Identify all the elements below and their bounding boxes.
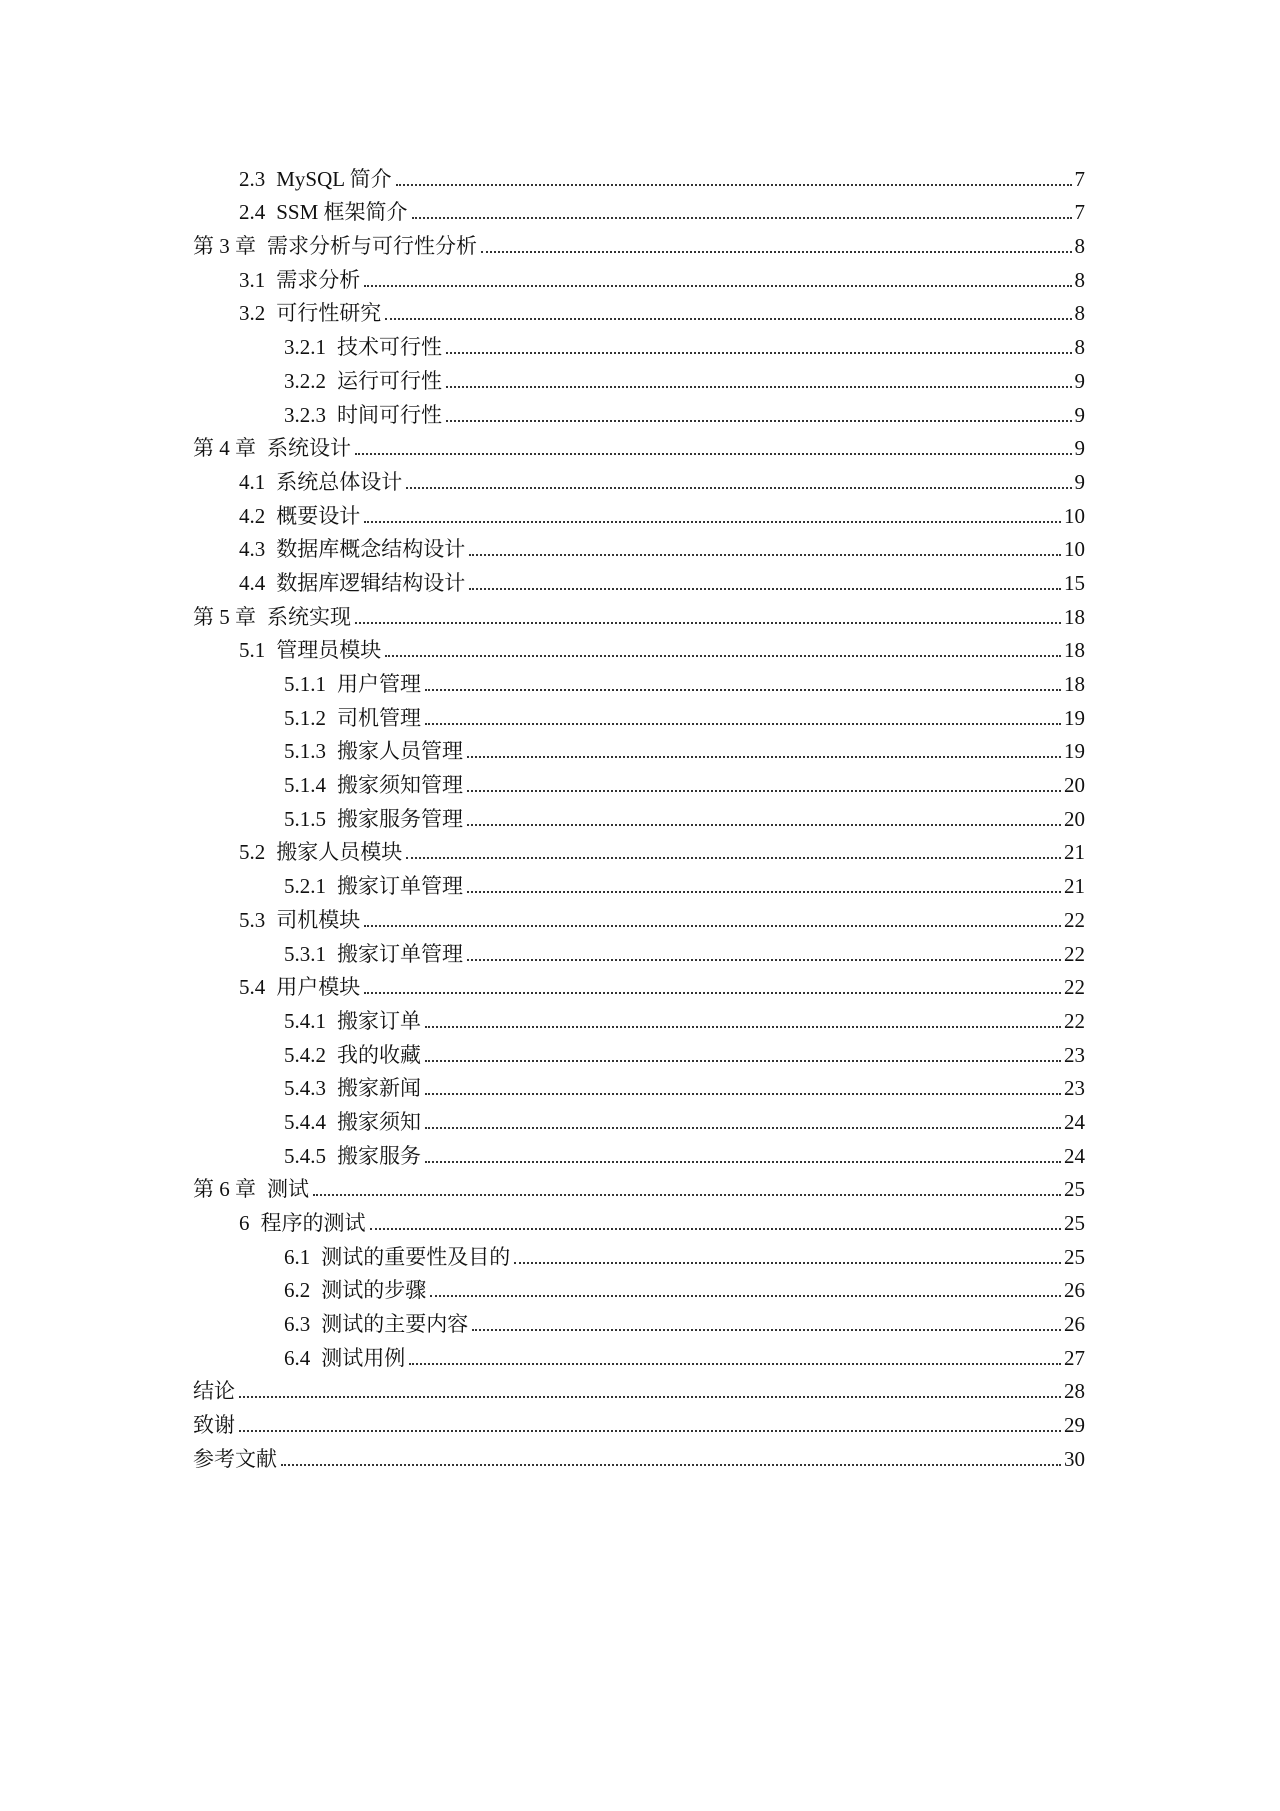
toc-entry-label: [239, 503, 362, 528]
dot-leader: [406, 857, 1061, 859]
dot-leader: [467, 959, 1061, 961]
toc-entry-label: [284, 1280, 428, 1301]
toc-entry-number: 5.1: [239, 638, 266, 663]
dot-leader: [467, 824, 1061, 826]
toc-entry-label: [284, 775, 465, 796]
toc-entry[interactable]: [0, 156, 1085, 190]
dot-leader: [481, 251, 1072, 253]
toc-entry[interactable]: [0, 796, 1085, 830]
dot-leader: [313, 1194, 1061, 1196]
toc-entry[interactable]: [0, 729, 1085, 763]
toc-entry-title: 管理员模块: [276, 638, 382, 663]
toc-entry-number: 5.4.3: [284, 1076, 326, 1101]
toc-entry[interactable]: [0, 1436, 1085, 1470]
dot-leader: [425, 1093, 1061, 1095]
toc-entry-page-number: 10: [1064, 503, 1085, 528]
toc-entry-label: [239, 640, 383, 661]
toc-entry[interactable]: [0, 1167, 1085, 1201]
toc-entry-label: [239, 469, 404, 494]
toc-entry[interactable]: [0, 931, 1085, 965]
toc-entry-page-number: 24: [1064, 1143, 1085, 1168]
dot-leader: [239, 1430, 1061, 1432]
toc-entry-page-number: 20: [1064, 806, 1085, 831]
toc-entry-label: [239, 202, 410, 223]
dot-leader: [412, 217, 1072, 219]
toc-entry-label: [239, 166, 394, 191]
toc-entry-number: 4.1: [239, 469, 266, 494]
toc-entry-page-number: 18: [1064, 604, 1085, 629]
toc-entry-title: 需求分析与可行性分析: [267, 234, 477, 259]
toc-entry-label: [284, 705, 423, 730]
toc-entry-label: [284, 1143, 423, 1168]
toc-entry-page-number: 9: [1074, 469, 1085, 494]
toc-entry-number: 5.2.1: [284, 874, 326, 899]
dot-leader: [425, 1127, 1061, 1129]
toc-entry-number: 5.4: [239, 975, 266, 1000]
dot-leader: [385, 318, 1071, 320]
toc-entry[interactable]: [0, 1099, 1085, 1133]
toc-entry-number: 5.4.1: [284, 1008, 326, 1033]
toc-entry-page-number: 26: [1064, 1312, 1085, 1337]
toc-entry-page-number: 25: [1064, 1211, 1085, 1235]
toc-entry-title: 概要设计: [276, 503, 361, 528]
toc-entry-number: 第 5 章: [193, 604, 256, 629]
toc-entry[interactable]: [0, 1032, 1085, 1066]
toc-entry-label: [284, 806, 465, 831]
toc-entry-number: 3.2.3: [284, 402, 326, 427]
toc-entry-page-number: 10: [1064, 537, 1085, 562]
toc-entry-title: 结论: [193, 1379, 235, 1404]
toc-entry[interactable]: [0, 426, 1085, 460]
dot-leader: [514, 1262, 1061, 1264]
toc-entry-label: [239, 977, 362, 998]
toc-entry[interactable]: [0, 1402, 1085, 1436]
toc-entry[interactable]: [0, 1200, 1085, 1234]
toc-entry-label: [193, 236, 479, 257]
toc-entry-page-number: 22: [1064, 1008, 1085, 1033]
toc-entry-title: 系统实现: [267, 604, 351, 629]
toc-entry-number: 4.2: [239, 503, 266, 528]
dot-leader: [467, 756, 1061, 758]
toc-entry-label: [239, 842, 404, 863]
dot-leader: [370, 1228, 1062, 1230]
dot-leader: [446, 352, 1072, 354]
toc-entry-page-number: 9: [1074, 436, 1085, 461]
toc-entry[interactable]: [0, 560, 1085, 594]
dot-leader: [364, 925, 1061, 927]
dot-leader: [446, 420, 1072, 422]
toc-entry-page-number: 7: [1074, 200, 1085, 225]
toc-entry-page-number: 23: [1064, 1042, 1085, 1067]
toc-entry-label: [284, 1345, 407, 1370]
dot-leader: [364, 992, 1061, 994]
dot-leader: [364, 285, 1071, 287]
toc-entry[interactable]: [0, 527, 1085, 561]
dot-leader: [425, 689, 1061, 691]
toc-entry-label: [284, 402, 444, 427]
toc-entry-label: [284, 741, 465, 762]
toc-entry[interactable]: [0, 1369, 1085, 1403]
toc-entry-label: [193, 438, 353, 459]
toc-entry[interactable]: [0, 830, 1085, 864]
toc-entry-label: [239, 570, 467, 595]
toc-entry-label: [284, 876, 465, 897]
toc-entry-page-number: 7: [1074, 166, 1085, 191]
toc-entry-number: 5.1.1: [284, 672, 326, 696]
toc-entry[interactable]: [0, 762, 1085, 796]
toc-entry-title: 搬家服务管理: [337, 806, 463, 831]
toc-entry[interactable]: [0, 257, 1085, 291]
toc-entry[interactable]: [0, 223, 1085, 257]
toc-entry-title: 测试的主要内容: [321, 1312, 469, 1337]
toc-entry[interactable]: [0, 628, 1085, 662]
toc-entry-number: 6.3: [284, 1312, 311, 1337]
toc-entry-page-number: 21: [1064, 874, 1085, 899]
toc-entry-page-number: 19: [1064, 739, 1085, 764]
toc-entry-title: 系统设计: [267, 436, 351, 461]
dot-leader: [467, 790, 1061, 792]
toc-entry-title: 技术可行性: [337, 335, 442, 360]
toc-entry[interactable]: [0, 190, 1085, 224]
toc-entry-label: [239, 267, 362, 292]
toc-entry-number: 5.4.5: [284, 1143, 326, 1168]
toc-entry-title: 参考文献: [193, 1446, 277, 1471]
toc-entry-title: 搬家人员模块: [276, 840, 403, 865]
toc-entry-number: 5.4.2: [284, 1042, 326, 1067]
dot-leader: [406, 487, 1071, 489]
dot-leader: [281, 1464, 1061, 1466]
toc-entry-number: 5.2: [239, 840, 266, 865]
toc-entry[interactable]: [0, 1133, 1085, 1167]
toc-entry-label: [284, 368, 444, 393]
toc-entry-title: 时间可行性: [337, 402, 442, 427]
toc-entry-number: 4.3: [239, 537, 266, 562]
dot-leader: [396, 184, 1072, 186]
dot-leader: [472, 1329, 1061, 1331]
toc-entry[interactable]: [0, 897, 1085, 931]
toc-entry-label: [193, 604, 353, 629]
toc-entry-number: 5.1.4: [284, 773, 326, 798]
toc-entry-title: 数据库概念结构设计: [276, 537, 466, 562]
toc-entry-page-number: 8: [1074, 234, 1085, 259]
toc-entry-label: [193, 1179, 311, 1200]
dot-leader: [467, 891, 1061, 893]
toc-entry[interactable]: [0, 1268, 1085, 1302]
dot-leader: [430, 1295, 1061, 1297]
toc-entry-title: 可行性研究: [276, 301, 382, 326]
toc-entry[interactable]: [0, 1234, 1085, 1268]
toc-entry-page-number: 25: [1064, 1244, 1085, 1269]
dot-leader: [355, 622, 1061, 624]
toc-entry-page-number: 19: [1064, 705, 1085, 730]
toc-entry[interactable]: [0, 965, 1085, 999]
dot-leader: [425, 1060, 1061, 1062]
toc-entry-title: 系统总体设计: [276, 469, 403, 494]
toc-entry-page-number: 8: [1074, 267, 1085, 292]
toc-entry-page-number: 30: [1064, 1446, 1085, 1471]
toc-entry[interactable]: [0, 493, 1085, 527]
dot-leader: [425, 1026, 1061, 1028]
toc-entry[interactable]: [0, 358, 1085, 392]
toc-entry-label: [284, 674, 423, 695]
toc-entry-title: 搬家新闻: [337, 1076, 421, 1101]
toc-entry-page-number: 27: [1064, 1345, 1085, 1370]
toc-entry-label: [284, 1008, 423, 1033]
dot-leader: [364, 521, 1061, 523]
toc-entry[interactable]: [0, 392, 1085, 426]
toc-entry-page-number: 15: [1064, 570, 1085, 595]
toc-entry-title: 运行可行性: [337, 368, 442, 393]
toc-entry[interactable]: [0, 594, 1085, 628]
dot-leader: [469, 554, 1061, 556]
toc-entry-title: 致谢: [193, 1413, 235, 1438]
dot-leader: [425, 723, 1061, 725]
dot-leader: [446, 386, 1072, 388]
toc-entry-label: [193, 1446, 279, 1471]
toc-entry-label: [239, 539, 467, 560]
table-of-contents: [0, 156, 1280, 1470]
toc-entry[interactable]: [0, 1066, 1085, 1100]
toc-entry-number: 3.2.2: [284, 368, 326, 393]
toc-entry-number: 5.1.2: [284, 705, 326, 730]
toc-entry-page-number: 21: [1064, 840, 1085, 865]
toc-entry-title: 程序的测试: [260, 1211, 366, 1235]
toc-entry[interactable]: [0, 695, 1085, 729]
toc-entry-page-number: 18: [1064, 638, 1085, 663]
toc-entry-label: [284, 1244, 512, 1269]
toc-entry-title: 搬家须知: [337, 1109, 421, 1134]
toc-entry-page-number: 18: [1064, 672, 1085, 696]
toc-entry-number: 6.4: [284, 1345, 311, 1370]
toc-entry-number: 第 3 章: [193, 234, 256, 259]
toc-entry-page-number: 8: [1074, 301, 1085, 326]
toc-entry[interactable]: [0, 998, 1085, 1032]
toc-entry-label: [239, 907, 362, 932]
toc-entry[interactable]: [0, 1335, 1085, 1369]
toc-entry-page-number: 22: [1064, 907, 1085, 932]
toc-entry-number: 5.3.1: [284, 941, 326, 966]
toc-entry-title: MySQL 简介: [276, 166, 392, 191]
toc-entry-number: 2.3: [239, 166, 266, 191]
toc-entry-number: 2.4: [239, 200, 266, 225]
toc-entry-number: 5.1.3: [284, 739, 326, 764]
toc-entry-page-number: 9: [1074, 368, 1085, 393]
toc-entry-title: 搬家订单: [337, 1008, 421, 1033]
toc-entry-page-number: 24: [1064, 1109, 1085, 1134]
toc-entry-title: 测试的重要性及目的: [321, 1244, 511, 1269]
toc-entry-page-number: 22: [1064, 975, 1085, 1000]
toc-entry-title: 需求分析: [276, 267, 361, 292]
toc-entry-title: 搬家服务: [337, 1143, 421, 1168]
toc-entry-label: [239, 1213, 368, 1234]
toc-entry-number: 3.2: [239, 301, 266, 326]
toc-entry-number: 5.3: [239, 907, 266, 932]
toc-entry-title: 测试用例: [321, 1345, 406, 1370]
toc-entry-title: 搬家须知管理: [337, 773, 463, 798]
toc-entry-label: [284, 337, 444, 358]
toc-entry-label: [284, 1078, 423, 1099]
toc-entry-label: [284, 941, 465, 966]
toc-entry-page-number: 23: [1064, 1076, 1085, 1101]
toc-entry-title: 司机模块: [276, 907, 361, 932]
dot-leader: [409, 1363, 1061, 1365]
toc-entry-page-number: 26: [1064, 1278, 1085, 1303]
toc-entry-title: SSM 框架简介: [276, 200, 408, 225]
toc-entry-page-number: 22: [1064, 941, 1085, 966]
toc-entry-number: 3.2.1: [284, 335, 326, 360]
toc-entry-number: 6.2: [284, 1278, 311, 1303]
toc-entry[interactable]: [0, 863, 1085, 897]
toc-entry-number: 第 6 章: [193, 1177, 256, 1202]
toc-entry-number: 第 4 章: [193, 436, 256, 461]
toc-entry-title: 司机管理: [337, 705, 421, 730]
toc-entry[interactable]: [0, 661, 1085, 695]
toc-entry-number: 5.4.4: [284, 1109, 326, 1134]
toc-entry-title: 搬家订单管理: [337, 874, 463, 899]
toc-entry-label: [284, 1314, 470, 1335]
toc-entry-title: 测试: [267, 1177, 309, 1202]
toc-entry-label: [239, 303, 383, 324]
toc-entry[interactable]: [0, 459, 1085, 493]
toc-entry-label: [284, 1042, 423, 1067]
toc-entry-page-number: 8: [1074, 335, 1085, 360]
toc-entry-page-number: 28: [1064, 1379, 1085, 1404]
toc-entry-number: 5.1.5: [284, 806, 326, 831]
toc-entry-title: 测试的步骤: [321, 1278, 427, 1303]
dot-leader: [239, 1396, 1061, 1398]
dot-leader: [385, 655, 1061, 657]
toc-entry-title: 我的收藏: [337, 1042, 421, 1067]
dot-leader: [425, 1161, 1061, 1163]
toc-entry-number: 6.1: [284, 1244, 311, 1269]
dot-leader: [469, 588, 1061, 590]
toc-entry-number: 3.1: [239, 267, 266, 292]
toc-entry-number: 4.4: [239, 570, 266, 595]
toc-entry-title: 数据库逻辑结构设计: [276, 570, 466, 595]
toc-entry-label: [193, 1415, 237, 1436]
toc-entry[interactable]: [0, 324, 1085, 358]
toc-entry-title: 搬家订单管理: [337, 941, 463, 966]
toc-entry-page-number: 29: [1064, 1413, 1085, 1438]
toc-entry-title: 搬家人员管理: [337, 739, 463, 764]
toc-entry[interactable]: [0, 1301, 1085, 1335]
toc-entry-page-number: 20: [1064, 773, 1085, 798]
toc-entry-title: 用户管理: [337, 672, 421, 696]
toc-entry-number: 6: [239, 1211, 250, 1235]
toc-entry[interactable]: [0, 291, 1085, 325]
toc-entry-page-number: 9: [1074, 402, 1085, 427]
toc-entry-page-number: 25: [1064, 1177, 1085, 1202]
toc-entry-label: [193, 1381, 237, 1402]
toc-entry-title: 用户模块: [276, 975, 361, 1000]
dot-leader: [355, 453, 1072, 455]
toc-entry-label: [284, 1109, 423, 1134]
